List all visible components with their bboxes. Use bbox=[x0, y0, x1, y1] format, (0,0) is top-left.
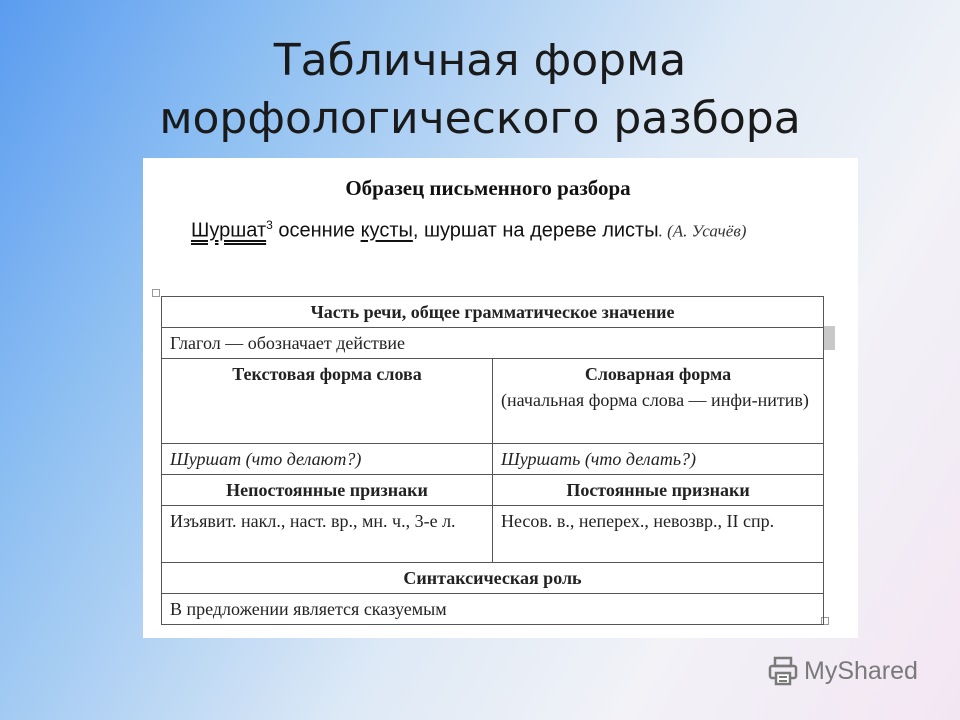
slide-title bbox=[0, 32, 960, 148]
morphology-table bbox=[161, 296, 824, 625]
logo-text: MyShared bbox=[804, 656, 918, 685]
syntax-value: В предложении является сказуемым bbox=[162, 594, 824, 625]
quote-part2: осенние bbox=[272, 219, 361, 242]
dict-form-header: Словарная форма bbox=[584, 364, 732, 384]
dict-form-value-cell bbox=[493, 444, 824, 475]
document-heading: Образец письменного разбора bbox=[345, 176, 631, 200]
dict-form-cell bbox=[493, 359, 824, 444]
text-form-cell bbox=[162, 444, 493, 475]
scroll-marker bbox=[823, 326, 835, 350]
document-image bbox=[143, 158, 858, 638]
const-header: Постоянные признаки bbox=[493, 475, 824, 506]
pos-value: Глагол — обозначает действие bbox=[162, 328, 824, 359]
text-form-question-text: (что делают?) bbox=[241, 449, 362, 469]
nonconst-value: Изъявит. накл., наст. вр., мн. ч., 3-е л. bbox=[162, 506, 493, 563]
quote-author: . (А. Усачёв) bbox=[658, 221, 747, 241]
example-sentence bbox=[191, 218, 746, 243]
dict-form-note: (начальная форма слова — инфи-нитив) bbox=[501, 390, 809, 410]
dict-form-question: (что делать?) bbox=[580, 449, 697, 469]
quote-part3: , шуршат на дереве листы bbox=[412, 219, 659, 242]
pos-header: Часть речи, общее грамматическое значение bbox=[162, 297, 824, 328]
quote-word-kusty: кусты bbox=[360, 219, 413, 242]
quote-word-shurshat: Шуршат bbox=[191, 219, 267, 242]
printer-logo-icon bbox=[768, 656, 800, 686]
dict-form-word: Шуршать bbox=[501, 449, 581, 469]
slide-title-line2: морфологического разбора bbox=[159, 93, 801, 144]
quote-footnote: 3 bbox=[266, 218, 273, 232]
nonconst-header: Непостоянные признаки bbox=[162, 475, 493, 506]
table-move-handle[interactable] bbox=[152, 289, 160, 297]
slide-title-line1: Табличная форма bbox=[273, 35, 687, 86]
syntax-header: Синтаксическая роль bbox=[162, 563, 824, 594]
text-form-word: Шуршат bbox=[170, 449, 242, 469]
text-form-header: Текстовая форма слова bbox=[162, 359, 493, 444]
text-form-question bbox=[241, 449, 361, 469]
myshared-logo bbox=[768, 656, 918, 686]
const-value: Несов. в., неперех., невозвр., II спр. bbox=[493, 506, 824, 563]
